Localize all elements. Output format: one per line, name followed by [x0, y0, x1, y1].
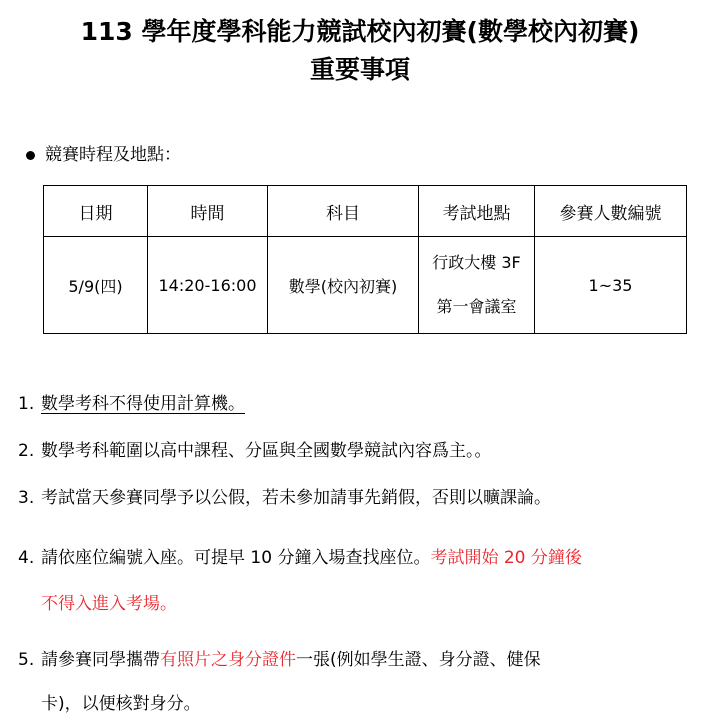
- item-number: 4.: [18, 548, 35, 568]
- table-row: [44, 237, 687, 334]
- schedule-heading: [26, 142, 181, 168]
- item-text-highlight: 不得入進入考場。: [41, 594, 177, 614]
- column-header-date: 日期: [44, 186, 148, 237]
- item-number: 3.: [18, 488, 35, 508]
- location-line-2: 第一會議室: [436, 297, 517, 316]
- item-number: 1.: [18, 394, 35, 414]
- item-text: 請參賽同學攜帶: [41, 650, 160, 670]
- cell-subject: 數學(校內初賽): [268, 237, 419, 334]
- location-line-1: 行政大樓 3F: [432, 253, 521, 272]
- column-header-numbers: 參賽人數編號: [535, 186, 687, 237]
- item-text: 卡)，以便核對身分。: [41, 694, 201, 714]
- cell-date: 5/9(四): [44, 237, 148, 334]
- schedule-table: [43, 185, 687, 334]
- table-header-row: [44, 186, 687, 237]
- cell-numbers: 1~35: [535, 237, 687, 334]
- cell-location: [419, 237, 535, 334]
- document-subtitle: 重要事項: [309, 55, 410, 84]
- document-title: 113 學年度學科能力競試校內初賽(數學校內初賽): [80, 17, 640, 46]
- bullet-dot-icon: [26, 151, 35, 160]
- item-text: 一張(例如學生證、身分證、健保: [296, 650, 541, 670]
- item-text: 數學考科不得使用計算機。: [41, 394, 245, 414]
- item-number: 5.: [18, 650, 35, 670]
- cell-time: 14:20-16:00: [148, 237, 268, 334]
- schedule-heading-text: 競賽時程及地點：: [45, 145, 181, 165]
- item-text: 數學考科範圍以高中課程、分區與全國數學競試內容爲主。。: [41, 441, 492, 461]
- item-number: 2.: [18, 441, 35, 461]
- item-text-highlight: 有照片之身分證件: [160, 650, 296, 670]
- item-text: 考試當天參賽同學予以公假，若未參加請事先銷假，否則以曠課論。: [41, 488, 551, 508]
- item-text-highlight: 考試開始 20 分鐘後: [430, 548, 582, 568]
- column-header-time: 時間: [148, 186, 268, 237]
- column-header-location: 考試地點: [419, 186, 535, 237]
- column-header-subject: 科目: [268, 186, 419, 237]
- item-text: 請依座位編號入座。可提早 10 分鐘入場查找座位。: [41, 548, 431, 568]
